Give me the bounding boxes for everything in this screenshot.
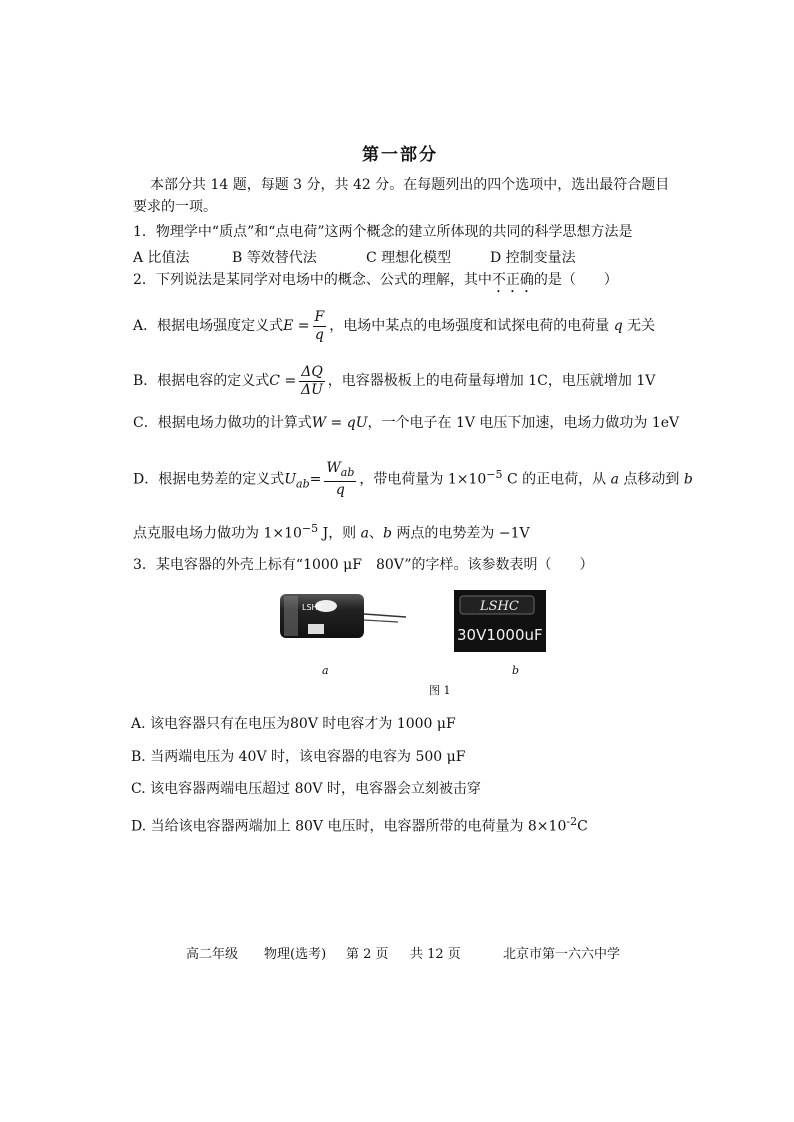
q2d-line2-sep: 、 bbox=[369, 525, 383, 542]
capacitor-label-image bbox=[454, 590, 546, 652]
q2d-post3: 点移动到 bbox=[623, 471, 680, 488]
capacitor-side-image bbox=[278, 590, 410, 650]
q2d-post2: C 的正电荷，从 bbox=[502, 471, 607, 488]
q2d-post1: ，带电荷量为 1×10 bbox=[359, 471, 487, 488]
q2a-fraction bbox=[313, 309, 327, 344]
q2a-pre: A．根据电场强度定义式 bbox=[133, 318, 284, 334]
capacitor-side-logo: LSHC bbox=[302, 603, 324, 612]
section-title: 第一部分 bbox=[362, 145, 438, 165]
q2d-num-sub: ab bbox=[340, 466, 355, 480]
q2b-fraction bbox=[299, 364, 325, 399]
q2-stem-post: 的是（ ） bbox=[533, 272, 618, 288]
q3-option-a: A. 该电容器只有在电压为80V 时电容才为 1000 μF bbox=[131, 716, 456, 732]
q2c-formula: W = qU bbox=[311, 415, 368, 431]
figure-b-label: b bbox=[512, 664, 520, 677]
q1-option-a: A 比值法 bbox=[133, 250, 190, 266]
q2d-line2-b: b bbox=[383, 525, 392, 542]
q2a-den: q bbox=[314, 326, 324, 343]
q2d-a: a bbox=[610, 471, 619, 488]
q2-option-a bbox=[133, 308, 655, 344]
figure-caption: 图 1 bbox=[429, 684, 451, 697]
q2d-fraction bbox=[324, 460, 356, 499]
q2c-pre: C．根据电场力做功的计算式 bbox=[133, 415, 312, 431]
q2-option-d-line2 bbox=[133, 520, 530, 543]
q2d-line2-a: a bbox=[360, 525, 369, 542]
footer-grade: 高二年级 bbox=[186, 947, 239, 962]
q2-stem bbox=[133, 271, 618, 296]
q2b-post: ，电容器极板上的电荷量每增加 1C，电压就增加 1V bbox=[327, 373, 656, 389]
capacitor-label-logo: LSHC bbox=[480, 599, 519, 614]
q3-option-b: B. 当两端电压为 40V 时，该电容器的电容为 500 μF bbox=[131, 749, 466, 765]
footer-school: 北京市第一六六中学 bbox=[503, 947, 621, 962]
q2d-num bbox=[324, 460, 356, 482]
q2d-b: b bbox=[683, 471, 693, 488]
q2a-var: q bbox=[613, 318, 623, 334]
q2d-lhs: U bbox=[284, 471, 297, 488]
q2-option-b bbox=[133, 363, 655, 399]
q2-stem-pre: 2．下列说法是某同学对电场中的概念、公式的理解，其中 bbox=[133, 272, 492, 288]
q2b-den: ΔU bbox=[301, 381, 323, 398]
q2d-line2-pre: 点克服电场力做功为 1×10 bbox=[133, 525, 302, 542]
q3-stem: 3．某电容器的外壳上标有“1000 μF 80V”的字样。该参数表明（ ） bbox=[133, 557, 594, 573]
footer-total: 共 12 页 bbox=[410, 947, 461, 962]
q2-option-d bbox=[133, 455, 693, 504]
q1-option-b: B 等效替代法 bbox=[232, 250, 317, 266]
q2a-end: 无关 bbox=[627, 318, 656, 334]
q2d-pre: D．根据电势差的定义式 bbox=[133, 471, 285, 488]
q2b-num: ΔQ bbox=[301, 363, 323, 380]
q2d-exp1: −5 bbox=[486, 468, 503, 481]
capacitor-label-text: 30V1000uF bbox=[457, 626, 543, 644]
intro-line-1: 本部分共 14 题，每题 3 分，共 42 分。在每题列出的四个选项中，选出最符合题目 bbox=[150, 177, 670, 193]
q3d-exp: -2 bbox=[566, 815, 578, 828]
q2d-num-main: W bbox=[326, 460, 341, 477]
footer-page: 第 2 页 bbox=[346, 947, 389, 962]
q2b-lhs: C = bbox=[269, 373, 297, 389]
q2b-pre: B．根据电容的定义式 bbox=[133, 373, 270, 389]
q1-option-d: D 控制变量法 bbox=[490, 250, 576, 266]
q2c-post: ，一个电子在 1V 电压下加速，电场力做功为 1eV bbox=[367, 415, 680, 431]
q2a-post: ，电场中某点的电场强度和试探电荷的电荷量 bbox=[329, 318, 610, 334]
q1-option-c: C 理想化模型 bbox=[366, 250, 452, 266]
q2d-exp2: −5 bbox=[301, 522, 319, 535]
q3-option-d bbox=[131, 813, 588, 836]
q3-option-c: C. 该电容器两端电压超过 80V 时，电容器会立刻被击穿 bbox=[131, 781, 481, 797]
q3d-pre: D. 当给该电容器两端加上 80V 电压时，电容器所带的电荷量为 8×10 bbox=[131, 818, 567, 835]
q2a-lhs: E = bbox=[283, 318, 310, 334]
q2d-line2-mid: J，则 bbox=[318, 525, 357, 542]
q2d-line2-post: 两点的电势差为 −1V bbox=[396, 525, 530, 542]
footer-subject: 物理(选考) bbox=[264, 947, 327, 962]
q2a-num: F bbox=[314, 308, 325, 325]
q3d-post: C bbox=[577, 818, 588, 835]
q2-option-c bbox=[133, 414, 679, 432]
q2d-den: q bbox=[335, 482, 345, 499]
figure-a-label: a bbox=[322, 664, 329, 677]
q2d-eq: = bbox=[309, 471, 322, 488]
q2-stem-emphasis: 不正确 bbox=[491, 272, 534, 288]
intro-line-2: 要求的一项。 bbox=[133, 199, 217, 215]
q2d-lhs-sub: ab bbox=[296, 477, 310, 491]
q1-stem: 1．物理学中“质点”和“点电荷”这两个概念的建立所体现的共同的科学思想方法是 bbox=[133, 224, 633, 240]
